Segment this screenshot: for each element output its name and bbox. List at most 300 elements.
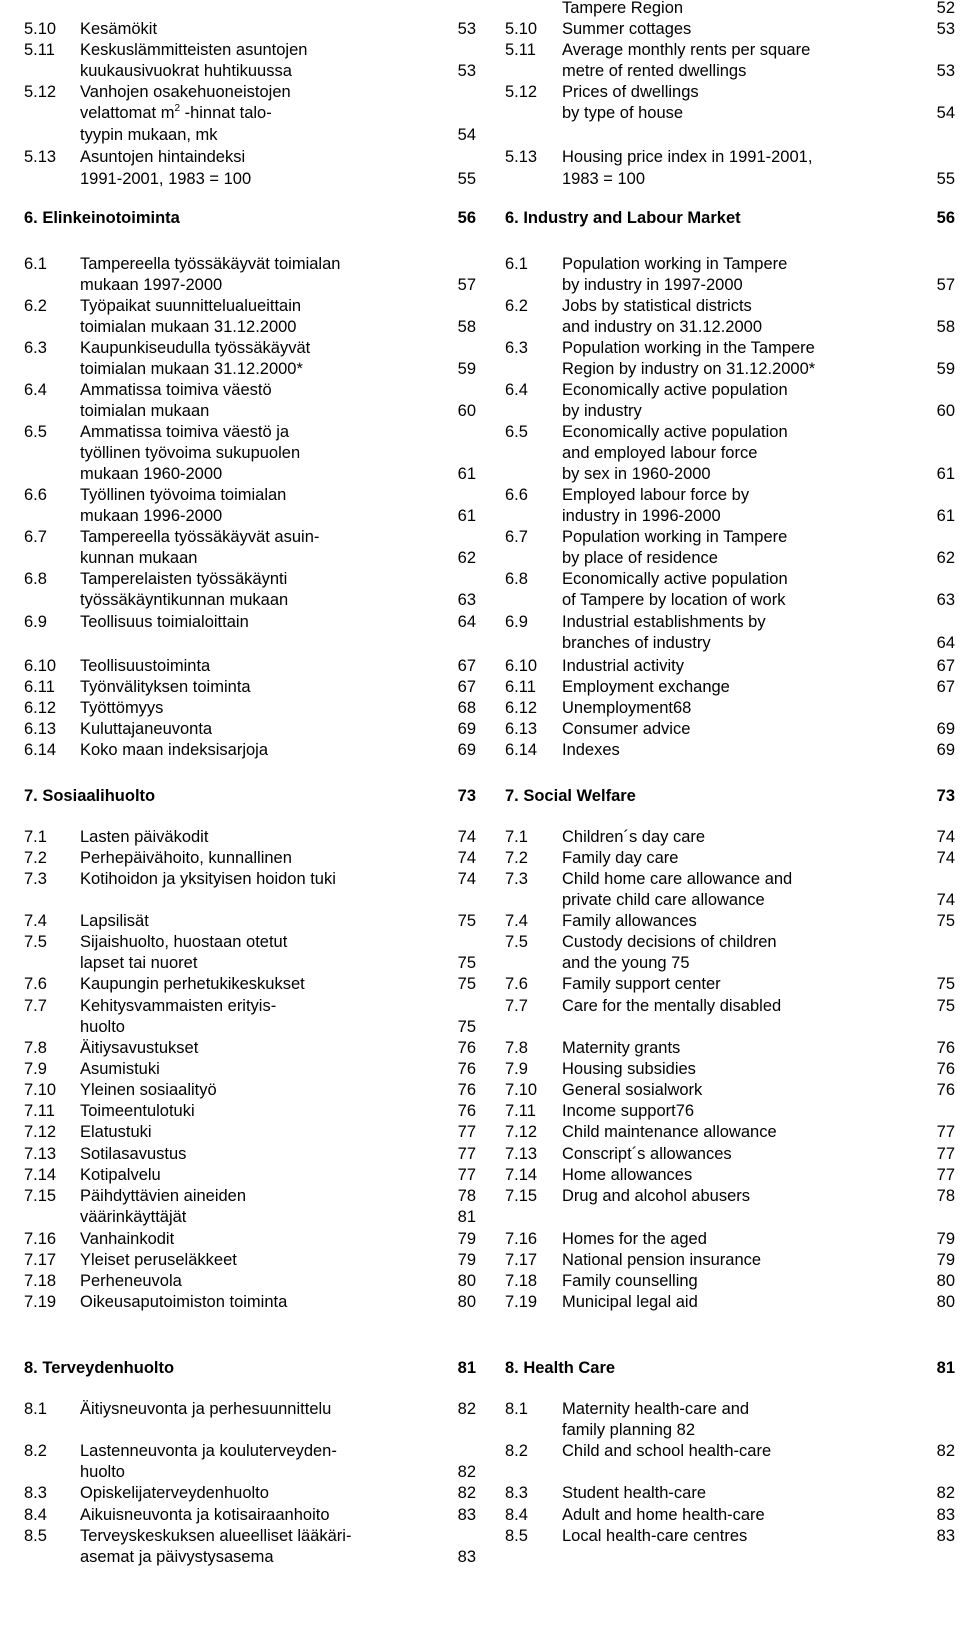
toc-entry [24,568,476,590]
entry-title: Family allowances [562,912,697,930]
toc-entry [24,718,476,740]
entry-number: 7.13 [24,1145,57,1163]
page-number: 52 [936,0,955,17]
page-number: 68 [457,699,476,717]
entry-number: 8.4 [24,1506,47,1524]
page-number: 56 [936,209,955,227]
entry-number: 7.12 [505,1123,538,1141]
page-number: 75 [936,997,955,1015]
toc-entry [505,168,955,190]
entry-title: kunnan mukaan [80,549,198,567]
toc-entry [24,868,476,890]
page-number: 67 [936,657,955,675]
entry-number: 8.5 [24,1527,47,1545]
toc-entry [24,505,476,527]
heading-title: 7. Social Welfare [505,787,636,805]
heading-title: 7. Sosiaalihuolto [24,787,156,805]
toc-entry [505,910,955,932]
entry-number: 7.9 [505,1060,528,1078]
toc-entry [505,1419,955,1441]
page-number: 54 [457,126,476,144]
page-number: 53 [457,62,476,80]
toc-entry [505,337,955,359]
entry-number: 7.4 [505,912,528,930]
entry-number: 6.13 [24,720,57,738]
entry-number: 7.16 [505,1230,538,1248]
toc-entry [505,295,955,317]
entry-title: Sijaishuolto, huostaan otetut [80,933,288,951]
page-number: 74 [936,891,955,909]
toc-entry [24,1546,476,1568]
toc-entry [24,910,476,932]
toc-entry [24,1291,476,1313]
entry-number: 7.10 [24,1081,57,1099]
entry-number: 6.10 [24,657,57,675]
entry-title: Työttömyys [80,699,164,717]
toc-entry [24,655,476,677]
page-number: 67 [936,678,955,696]
entry-title: Äitiysneuvonta ja perhesuunnittelu [80,1400,332,1418]
entry-number: 5.11 [505,41,536,59]
page-number: 67 [457,657,476,675]
toc-entry [505,102,955,124]
entry-number: 6.14 [505,741,538,759]
entry-title: Lasten päiväkodit [80,828,209,846]
page-number: 61 [936,465,955,483]
toc-entry [24,358,476,380]
entry-title: family planning 82 [562,1421,695,1439]
heading-title: 8. Health Care [505,1359,616,1377]
entry-title: työllinen työvoima sukupuolen [80,444,301,462]
entry-title: Ammatissa toimiva väestö ja [80,423,290,441]
entry-title: Summer cottages [562,20,692,38]
toc-entry [505,526,955,548]
toc-entry [505,421,955,443]
page-number: 74 [936,828,955,846]
entry-title: Kaupunkiseudulla työssäkäyvät [80,339,311,357]
page-number: 75 [457,1018,476,1036]
toc-entry [505,253,955,275]
page-number: 59 [457,360,476,378]
page-number: 57 [936,276,955,294]
entry-number: 7.2 [24,849,47,867]
toc-entry [24,739,476,761]
entry-title: Päihdyttävien aineiden [80,1187,247,1205]
entry-number: 7.1 [505,828,528,846]
toc-entry [24,1185,476,1207]
page-number: 55 [936,170,955,188]
entry-title: Kotipalvelu [80,1166,161,1184]
entry-title: and employed labour force [562,444,758,462]
toc-entry [24,611,476,633]
entry-number: 6.14 [24,741,57,759]
toc-entry [24,337,476,359]
page-number: 76 [457,1060,476,1078]
toc-entry [505,1121,955,1143]
entry-title: työssäkäyntikunnan mukaan [80,591,289,609]
entry-title: Työllinen työvoima toimialan [80,486,287,504]
toc-entry [505,1185,955,1207]
toc-entry [24,60,476,82]
toc-entry [24,952,476,974]
entry-title: by type of house [562,104,684,122]
toc-entry [24,1143,476,1165]
toc-entry [24,676,476,698]
entry-number: 6.8 [505,570,528,588]
page-number: 82 [457,1400,476,1418]
entry-title: 1991-2001, 1983 = 100 [80,170,252,188]
heading-title: 8. Terveydenhuolto [24,1359,175,1377]
toc-entry [505,442,955,464]
entry-title: toimialan mukaan [80,402,210,420]
page-number: 77 [457,1166,476,1184]
entry-title: kuukausivuokrat huhtikuussa [80,62,292,80]
entry-number: 6.3 [24,339,47,357]
toc-entry [24,124,476,146]
superscript: 2 [174,102,181,114]
entry-title: branches of industry [562,634,711,652]
section-heading [24,785,476,807]
toc-entry [505,1164,955,1186]
entry-title: Child home care allowance and [562,870,793,888]
page-number: 74 [457,828,476,846]
entry-title: Child and school health-care [562,1442,772,1460]
entry-title: and the young 75 [562,954,690,972]
entry-number: 6.11 [24,678,55,696]
page-number: 80 [457,1293,476,1311]
entry-title: Äitiysavustukset [80,1039,199,1057]
entry-title: Children´s day care [562,828,706,846]
entry-title: Drug and alcohol abusers [562,1187,751,1205]
page-number: 76 [936,1081,955,1099]
toc-entry [24,253,476,275]
toc-entry [505,1249,955,1271]
entry-title: Region by industry on 31.12.2000* [562,360,816,378]
entry-title: Maternity health-care and [562,1400,750,1418]
entry-title: mukaan 1997-2000 [80,276,223,294]
toc-entry [505,1504,955,1526]
toc-entry [24,1228,476,1250]
entry-number: 7.8 [505,1039,528,1057]
page-number: 76 [457,1039,476,1057]
toc-entry [505,995,955,1017]
entry-number: 7.5 [505,933,528,951]
entry-number: 7.17 [505,1251,538,1269]
page-number: 82 [936,1484,955,1502]
entry-number: 8.2 [505,1442,528,1460]
toc-entry [505,358,955,380]
toc-entry [24,421,476,443]
page-number: 75 [936,975,955,993]
entry-number: 5.10 [505,20,538,38]
toc-entry [24,1461,476,1483]
toc-entry [505,826,955,848]
toc-entry [505,379,955,401]
entry-title: by sex in 1960-2000 [562,465,711,483]
entry-number: 7.15 [505,1187,538,1205]
entry-title: Lapsilisät [80,912,149,930]
toc-entry [24,847,476,869]
page-number: 75 [457,954,476,972]
page-number: 81 [936,1359,955,1377]
page-number: 62 [936,549,955,567]
page-number: 54 [936,104,955,122]
toc-entry [24,442,476,464]
entry-title: Housing subsidies [562,1060,696,1078]
entry-number: 7.16 [24,1230,57,1248]
entry-title: Vanhojen osakehuoneistojen [80,83,291,101]
page-number: 76 [457,1081,476,1099]
entry-title: Unemployment68 [562,699,692,717]
toc-entry [505,718,955,740]
entry-title: Home allowances [562,1166,693,1184]
page-number: 59 [936,360,955,378]
entry-title: Kesämökit [80,20,158,38]
entry-number: 6.9 [24,613,47,631]
entry-title: Economically active population [562,423,788,441]
entry-title: Asumistuki [80,1060,160,1078]
page-number: 80 [457,1272,476,1290]
entry-title: by industry in 1997-2000 [562,276,743,294]
entry-title: General sosialwork [562,1081,703,1099]
entry-title: Employed labour force by [562,486,750,504]
entry-title: lapset tai nuoret [80,954,198,972]
toc-entry [505,1398,955,1420]
entry-title: Kotihoidon ja yksityisen hoidon tuki [80,870,336,888]
page-number: 79 [936,1230,955,1248]
toc-entry [505,739,955,761]
page-number: 79 [457,1251,476,1269]
page-number: 74 [457,849,476,867]
page-number: 82 [457,1484,476,1502]
entry-title: Housing price index in 1991-2001, [562,148,813,166]
toc-entry [24,102,476,124]
page-number: 62 [457,549,476,567]
entry-number: 6.2 [505,297,528,315]
entry-title: Kuluttajaneuvonta [80,720,213,738]
entry-title: Yleiset peruseläkkeet [80,1251,237,1269]
page-number: 69 [457,741,476,759]
section-heading [505,207,955,229]
entry-title: Student health-care [562,1484,707,1502]
entry-title: Consumer advice [562,720,691,738]
page-number: 80 [936,1272,955,1290]
entry-title: Tampereella työssäkäyvät asuin- [80,528,320,546]
page-number: 75 [457,912,476,930]
toc-entry [24,168,476,190]
toc-entry [505,1270,955,1292]
entry-number: 6.4 [505,381,528,399]
toc-entry [24,995,476,1017]
entry-title: Toimeentulotuki [80,1102,195,1120]
entry-title: Local health-care centres [562,1527,748,1545]
entry-title: Population working in the Tampere [562,339,815,357]
entry-number: 8.1 [505,1400,528,1418]
section-heading [24,1357,476,1379]
entry-title: huolto [80,1463,125,1481]
entry-title: by industry [562,402,642,420]
page-number: 56 [457,209,476,227]
entry-title: Custody decisions of children [562,933,777,951]
toc-entry [24,547,476,569]
page-number: 75 [936,912,955,930]
entry-number: 7.14 [505,1166,538,1184]
entry-title: Yleinen sosiaalityö [80,1081,217,1099]
page-number: 74 [457,870,476,888]
toc-entry [24,1164,476,1186]
entry-title: toimialan mukaan 31.12.2000* [80,360,303,378]
entry-number: 7.3 [24,870,47,888]
toc-entry [505,568,955,590]
entry-title: Opiskelijaterveydenhuolto [80,1484,269,1502]
heading-title: 6. Elinkeinotoiminta [24,209,180,227]
toc-entry [505,1440,955,1462]
entry-number: 7.9 [24,1060,47,1078]
toc-entry [505,931,955,953]
entry-number: 6.1 [505,255,528,273]
entry-title: Population working in Tampere [562,528,788,546]
page-number: 69 [936,741,955,759]
entry-title: Asuntojen hintaindeksi [80,148,246,166]
entry-title: Työnvälityksen toiminta [80,678,251,696]
entry-number: 7.11 [505,1102,536,1120]
page-number: 53 [936,20,955,38]
entry-title: Aikuisneuvonta ja kotisairaanhoito [80,1506,330,1524]
entry-title: Vanhainkodit [80,1230,175,1248]
toc-entry [505,146,955,168]
entry-number: 7.5 [24,933,47,951]
entry-number: 7.6 [505,975,528,993]
toc-entry [505,1482,955,1504]
entry-title: huolto [80,1018,125,1036]
entry-title: by place of residence [562,549,718,567]
entry-title: Child maintenance allowance [562,1123,777,1141]
entry-number: 7.6 [24,975,47,993]
entry-title: Jobs by statistical districts [562,297,752,315]
entry-title: mukaan 1960-2000 [80,465,223,483]
entry-title: Indexes [562,741,620,759]
toc-entry [24,1440,476,1462]
toc-entry [24,18,476,40]
page-number: 63 [936,591,955,609]
toc-entry [24,1058,476,1080]
page-number: 78 [457,1187,476,1205]
toc-entry [505,1100,955,1122]
page-number: 58 [936,318,955,336]
toc-entry [505,973,955,995]
toc-entry [505,655,955,677]
toc-entry [24,146,476,168]
toc-entry [505,547,955,569]
entry-number: 7.8 [24,1039,47,1057]
entry-number: 5.13 [505,148,538,166]
entry-number: 6.3 [505,339,528,357]
toc-entry [24,1100,476,1122]
entry-title: National pension insurance [562,1251,762,1269]
entry-number: 6.12 [24,699,57,717]
entry-number: 8.2 [24,1442,47,1460]
section-heading [505,785,955,807]
page-number: 63 [457,591,476,609]
toc-entry [505,589,955,611]
entry-title: väärinkäyttäjät [80,1208,187,1226]
entry-number: 5.10 [24,20,57,38]
entry-title: Homes for the aged [562,1230,707,1248]
toc-entry [24,274,476,296]
entry-title: toimialan mukaan 31.12.2000 [80,318,297,336]
toc-entry [24,400,476,422]
page-number: 60 [936,402,955,420]
entry-title: Teollisuustoiminta [80,657,211,675]
entry-title: velattomat $m^2$ -hinnat talo- [80,102,272,122]
entry-title: Municipal legal aid [562,1293,698,1311]
page-number: 82 [936,1442,955,1460]
toc-entry [505,1525,955,1547]
entry-number: 7.19 [24,1293,57,1311]
entry-title: Maternity grants [562,1039,681,1057]
entry-number: 6.1 [24,255,47,273]
entry-number: 6.6 [505,486,528,504]
entry-title: Perheneuvola [80,1272,182,1290]
toc-entry [24,39,476,61]
entry-number: 6.9 [505,613,528,631]
entry-number: 8.4 [505,1506,528,1524]
entry-number: 8.5 [505,1527,528,1545]
page-number: 83 [936,1527,955,1545]
toc-entry [505,274,955,296]
page-number: 69 [936,720,955,738]
entry-number: 5.11 [24,41,55,59]
page-number: 73 [457,787,476,805]
entry-title: and industry on 31.12.2000 [562,318,762,336]
page-number: 76 [936,1039,955,1057]
page-number: 55 [457,170,476,188]
entry-number: 6.12 [505,699,538,717]
entry-title: Keskuslämmitteisten asuntojen [80,41,308,59]
page-number: 67 [457,678,476,696]
entry-title: Average monthly rents per square [562,41,811,59]
page-number: 57 [457,276,476,294]
entry-number: 5.12 [24,83,57,101]
toc-entry [24,1525,476,1547]
toc-entry [505,505,955,527]
entry-number: 7.4 [24,912,47,930]
entry-number: 8.1 [24,1400,47,1418]
entry-number: 7.13 [505,1145,538,1163]
entry-title: Perhepäivähoito, kunnallinen [80,849,292,867]
toc-entry [24,1270,476,1292]
entry-title: Economically active population [562,570,788,588]
entry-title: industry in 1996-2000 [562,507,721,525]
entry-title: Tampereella työssäkäyvät toimialan [80,255,341,273]
entry-number: 7.7 [505,997,528,1015]
toc-entry [24,1482,476,1504]
toc-entry [505,632,955,654]
entry-title: tyypin mukaan, mk [80,126,218,144]
toc-entry [24,1079,476,1101]
toc-entry [505,1291,955,1313]
page-number: 58 [457,318,476,336]
toc-entry [24,1121,476,1143]
entry-title: Income support76 [562,1102,695,1120]
entry-number: 8.3 [24,1484,47,1502]
toc-entry [505,316,955,338]
entry-title: of Tampere by location of work [562,591,786,609]
entry-number: 6.5 [505,423,528,441]
entry-number: 5.13 [24,148,57,166]
toc-entry [24,1249,476,1271]
entry-title: Lastenneuvonta ja kouluterveyden- [80,1442,337,1460]
